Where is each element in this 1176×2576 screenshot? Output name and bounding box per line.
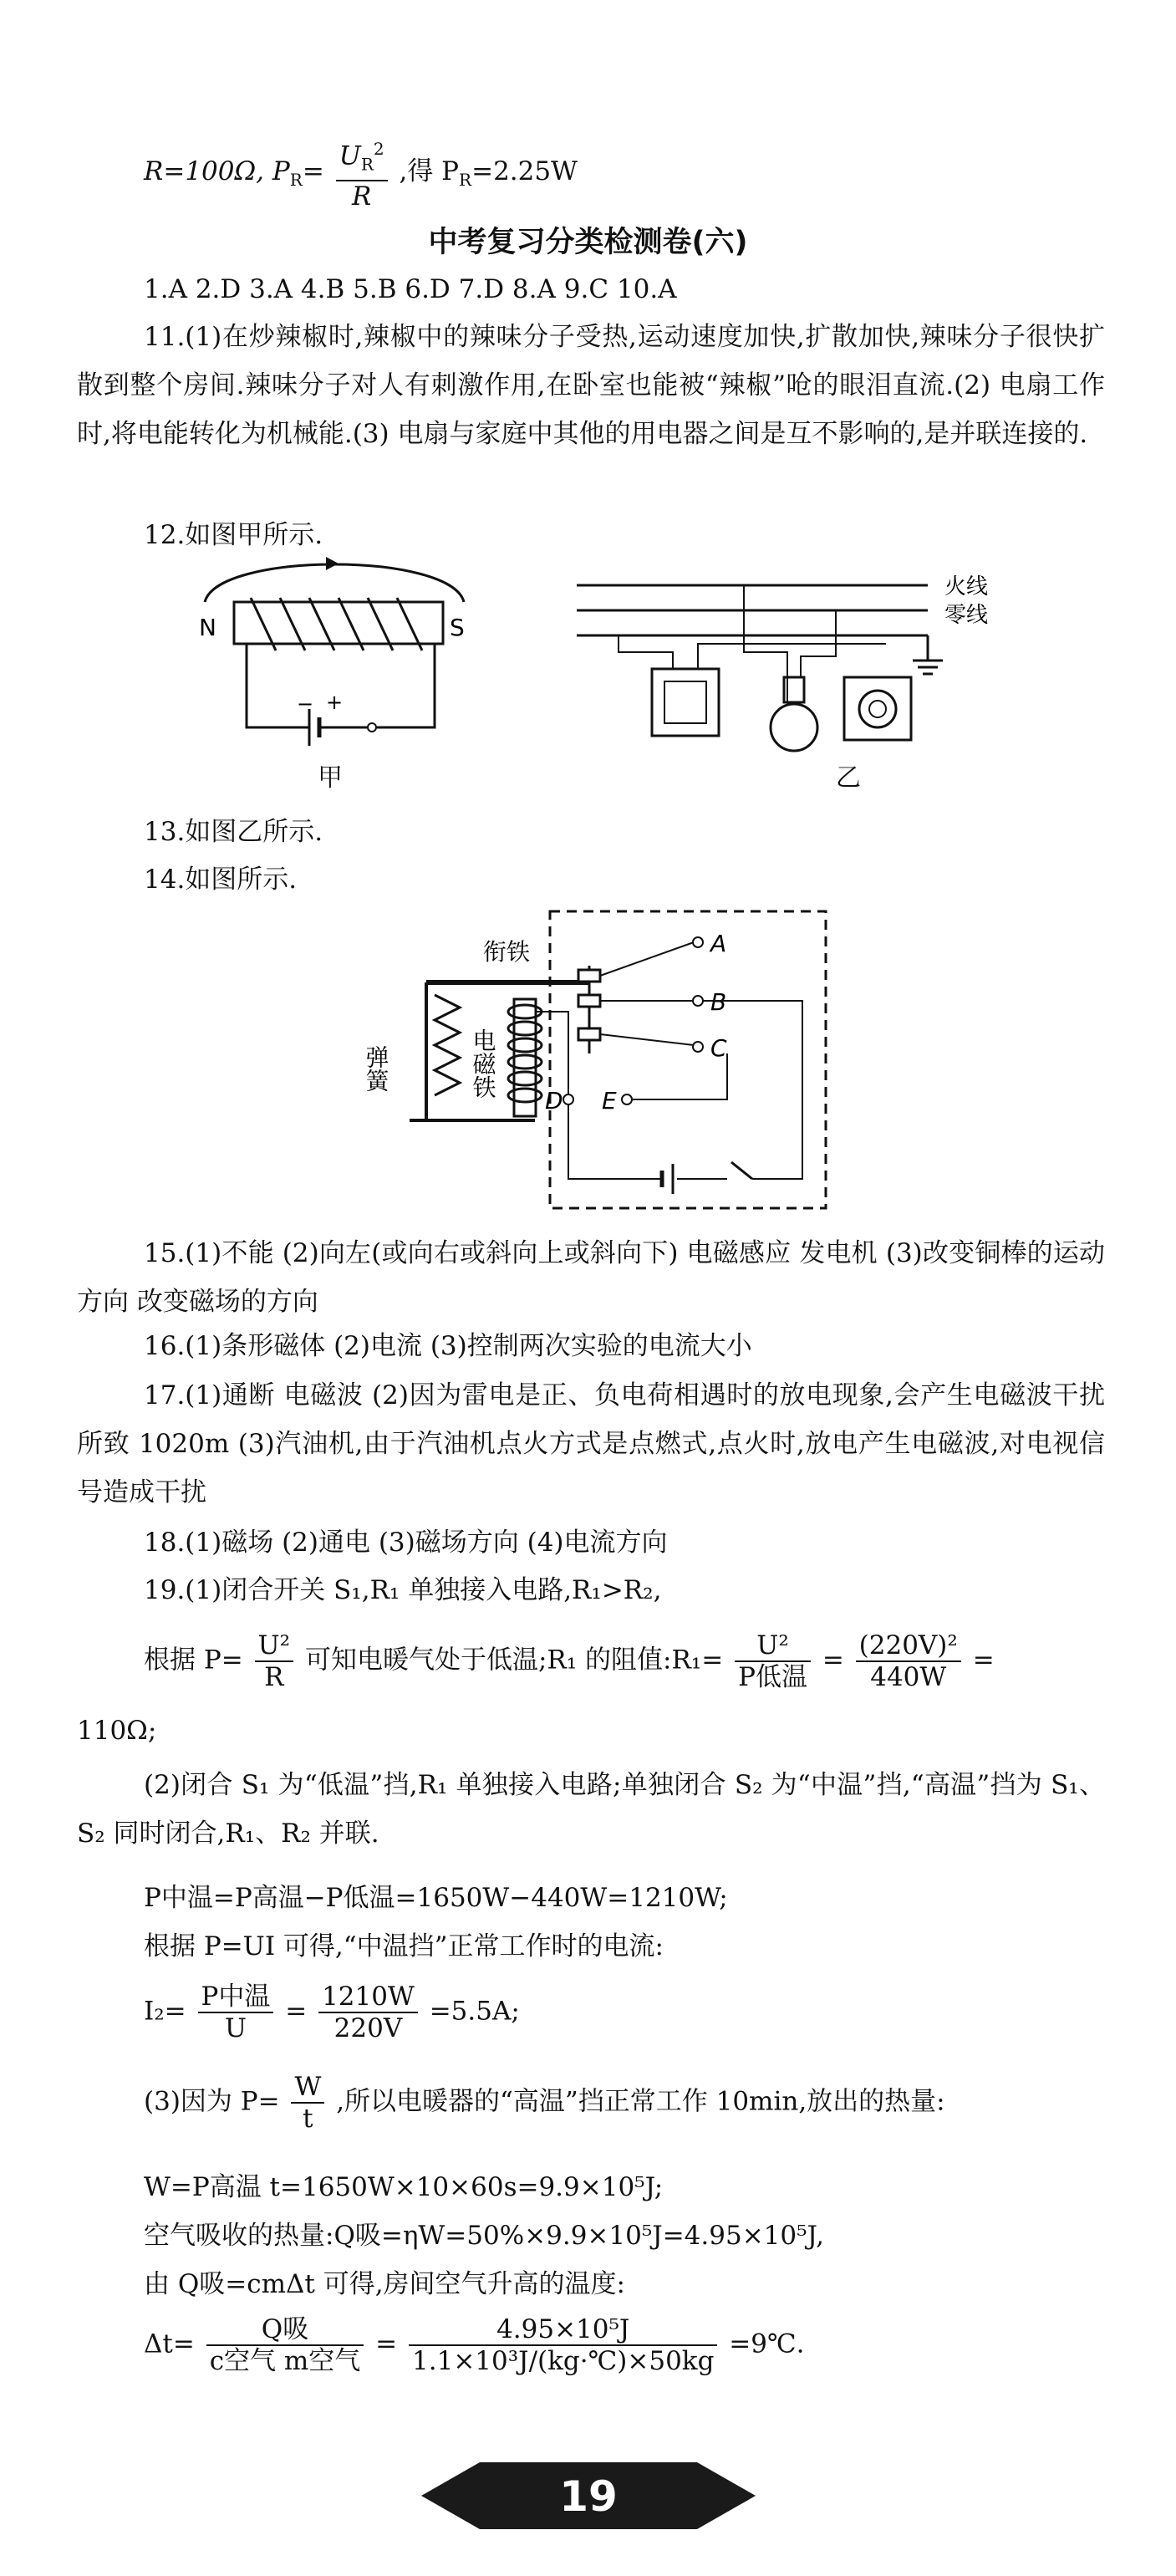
frac-den: P低温 bbox=[738, 1662, 807, 1692]
terminal-e-icon bbox=[622, 1094, 632, 1104]
q18-text: 18.(1)磁场 (2)通电 (3)磁场方向 (4)电流方向 bbox=[144, 1528, 668, 1558]
frac-num: 4.95×10⁵J bbox=[409, 2314, 717, 2346]
eq-sign: = bbox=[375, 2329, 398, 2359]
plus-label: + bbox=[326, 691, 344, 714]
p-symbol: P bbox=[272, 156, 290, 186]
spring-icon bbox=[435, 995, 460, 1095]
terminal-c-icon bbox=[693, 1042, 703, 1052]
terminal-d-icon bbox=[563, 1094, 573, 1104]
q19-temp-line bbox=[144, 2314, 805, 2376]
frac-den: c空气 m空气 bbox=[209, 2346, 361, 2376]
mains-lines bbox=[577, 585, 928, 635]
coil-wires bbox=[536, 1012, 727, 1099]
frac-num: W bbox=[291, 2072, 324, 2104]
field-line bbox=[205, 564, 464, 602]
lamp-bulb-icon bbox=[771, 704, 817, 751]
dashed-box bbox=[550, 911, 826, 1208]
q19-current-line bbox=[144, 1982, 520, 2043]
frac-den: 440W bbox=[870, 1662, 947, 1692]
switch-blade-icon bbox=[731, 1162, 752, 1179]
ground-icon bbox=[913, 635, 943, 674]
q19-resistance-line bbox=[144, 1630, 995, 1692]
q15-text: 15.(1)不能 (2)向左(或向右或斜向上或斜向下) 电磁感应 发电机 (3)改变铜棒的运动方向 改变磁场的方向 bbox=[77, 1238, 1105, 1317]
eq-sign: = bbox=[302, 156, 324, 186]
fraction-ur2-r bbox=[336, 134, 388, 212]
label-a: A bbox=[710, 930, 727, 957]
loop-wire-left bbox=[568, 1104, 662, 1179]
q19-r1-value: 110Ω; bbox=[77, 1716, 157, 1746]
contact-low bbox=[578, 1028, 600, 1040]
top-formula bbox=[144, 134, 578, 212]
r-symbol: R bbox=[351, 181, 372, 212]
q16-text: 16.(1)条形磁体 (2)电流 (3)控制两次实验的电流大小 bbox=[144, 1331, 752, 1361]
frac-den: U bbox=[224, 2013, 247, 2043]
formula-mid: 可知电暖气处于低温;R₁ 的阻值:R₁= bbox=[304, 1645, 724, 1676]
formula-pre: 根据 P= bbox=[144, 1645, 243, 1676]
live-wire-label: 火线 bbox=[944, 574, 989, 599]
s-pole-label: S bbox=[450, 614, 465, 641]
frac-num: U² bbox=[255, 1630, 294, 1662]
q19-part2: (2)闭合 S₁ 为“低温”挡,R₁ 单独接入电路;单独闭合 S₂ 为“中温”挡,“高温”挡为 S₁、S₂ 同时闭合,R₁、R₂ 并联. bbox=[77, 1770, 1105, 1849]
formula-end: =9℃. bbox=[729, 2329, 805, 2359]
q19-part1: 19.(1)闭合开关 S₁,R₁ 单独接入电路,R₁>R₂, bbox=[144, 1575, 662, 1605]
q19-part3 bbox=[144, 2072, 945, 2134]
q19-heat: W=P高温 t=1650W×10×60s=9.9×10⁵J; bbox=[144, 2172, 664, 2202]
page-number: 19 bbox=[559, 2472, 618, 2521]
q19-current-intro: 根据 P=UI 可得,“中温挡”正常工作时的电流: bbox=[144, 1931, 664, 1961]
frac-values bbox=[409, 2314, 717, 2376]
q13-text: 13.如图乙所示. bbox=[144, 817, 323, 847]
frac-den: 1.1×10³J/(kg·℃)×50kg bbox=[412, 2346, 715, 2376]
eq-sign: = bbox=[285, 1996, 308, 2027]
frac-pmid-u bbox=[198, 1982, 274, 2043]
q19-temp-intro: 由 Q吸=cmΔt 可得,房间空气升高的温度: bbox=[144, 2269, 625, 2299]
figure-yi-household-circuit bbox=[568, 552, 1036, 769]
electromagnet-label: 电磁铁 bbox=[469, 1028, 497, 1099]
label-d: D bbox=[545, 1087, 563, 1115]
terminal-icon bbox=[368, 723, 376, 732]
q11-text: 11.(1)在炒辣椒时,辣椒中的辣味分子受热,运动速度加快,扩散加快,辣味分子很快扩散到整个房间.辣味分子对人有刺激作用,在卧室也能被“辣椒”呛的眼泪直流.(2) 电扇工作时,将电能转化为机械能.(3) 电扇与家庭中其他的用电器之间是互不影响的,是并联连接的. bbox=[77, 322, 1105, 449]
frac-u2-r bbox=[255, 1630, 294, 1692]
label-c: C bbox=[710, 1034, 727, 1062]
formula-end: ,所以电暖器的“高温”挡正常工作 10min,放出的热量: bbox=[336, 2086, 945, 2117]
eq-sign: = bbox=[822, 1645, 844, 1676]
n-pole-label: N bbox=[199, 614, 216, 641]
u-symbol: U bbox=[339, 140, 361, 171]
label-b: B bbox=[710, 988, 727, 1016]
frac-w-t bbox=[291, 2072, 324, 2134]
u-sub: R bbox=[360, 154, 374, 175]
loop-wire-right bbox=[703, 1001, 802, 1179]
frac-num bbox=[336, 134, 388, 181]
iron-core bbox=[234, 602, 443, 644]
frac-220-440 bbox=[856, 1630, 961, 1692]
frac-den: 220V bbox=[333, 2013, 403, 2043]
caption-jia: 甲 bbox=[318, 763, 343, 793]
formula-pre: Δt= bbox=[144, 2329, 195, 2359]
frac-num: (220V)² bbox=[856, 1630, 961, 1662]
result-sub: R bbox=[459, 169, 472, 190]
result-pre: ,得 P bbox=[399, 156, 460, 186]
minus-label: − bbox=[297, 692, 314, 716]
section-title: 中考复习分类检测卷(六) bbox=[428, 226, 748, 259]
mc-answers: 1.A 2.D 3.A 4.B 5.B 6.D 7.D 8.A 9.C 10.A bbox=[144, 274, 677, 304]
caption-yi: 乙 bbox=[836, 763, 861, 793]
r-eq: R=100Ω, bbox=[144, 156, 265, 186]
spring-label: 弹簧 bbox=[362, 1045, 390, 1092]
eq-sign-end: = bbox=[972, 1645, 995, 1676]
frac-q-cm bbox=[206, 2314, 364, 2376]
frac-num: P中温 bbox=[198, 1982, 274, 2013]
q17-text: 17.(1)通断 电磁波 (2)因为雷电是正、负电荷相遇时的放电现象,会产生电磁波干扰所致 1020m (3)汽油机,由于汽油机点火方式是点燃式,点火时,放电产生电磁波,对电视信号造成干扰 bbox=[77, 1380, 1105, 1507]
frac-den bbox=[336, 181, 388, 212]
socket-box bbox=[652, 669, 719, 736]
figure-relay bbox=[359, 903, 844, 1221]
frac-num: 1210W bbox=[318, 1982, 418, 2013]
frac-1210-220 bbox=[318, 1982, 418, 2043]
page-number-badge bbox=[421, 2454, 756, 2538]
contact-mid bbox=[578, 995, 600, 1007]
frac-num: U² bbox=[735, 1630, 811, 1662]
armature-label: 衔铁 bbox=[483, 938, 531, 966]
contact-top bbox=[578, 970, 600, 982]
formula-pre: (3)因为 P= bbox=[144, 2086, 280, 2117]
q19-p-mid: P中温=P高温−P低温=1650W−440W=1210W; bbox=[144, 1883, 728, 1913]
frac-u2-plow bbox=[735, 1630, 811, 1692]
frac-den: R bbox=[264, 1662, 284, 1692]
p-sub: R bbox=[289, 169, 303, 190]
formula-pre: I₂= bbox=[144, 1996, 186, 2027]
contact-wires bbox=[600, 942, 694, 1045]
switch-box bbox=[844, 677, 911, 740]
q12-text: 12.如图甲所示. bbox=[144, 520, 323, 550]
label-e: E bbox=[602, 1087, 617, 1115]
q14-text: 14.如图所示. bbox=[144, 865, 298, 895]
formula-end: =5.5A; bbox=[429, 1996, 520, 2027]
u-sup: 2 bbox=[373, 139, 384, 159]
terminal-b-icon bbox=[693, 996, 703, 1006]
figure-jia-solenoid bbox=[184, 552, 501, 803]
frac-num: Q吸 bbox=[206, 2314, 364, 2346]
frac-den: t bbox=[303, 2104, 313, 2134]
neutral-wire-label: 零线 bbox=[944, 603, 989, 628]
result-value: =2.25W bbox=[471, 156, 578, 186]
field-arrow-icon bbox=[326, 557, 339, 570]
terminal-a-icon bbox=[693, 937, 703, 947]
q19-absorbed: 空气吸收的热量:Q吸=ηW=50%×9.9×10⁵J=4.95×10⁵J, bbox=[144, 2221, 825, 2251]
wire-right bbox=[376, 644, 435, 727]
